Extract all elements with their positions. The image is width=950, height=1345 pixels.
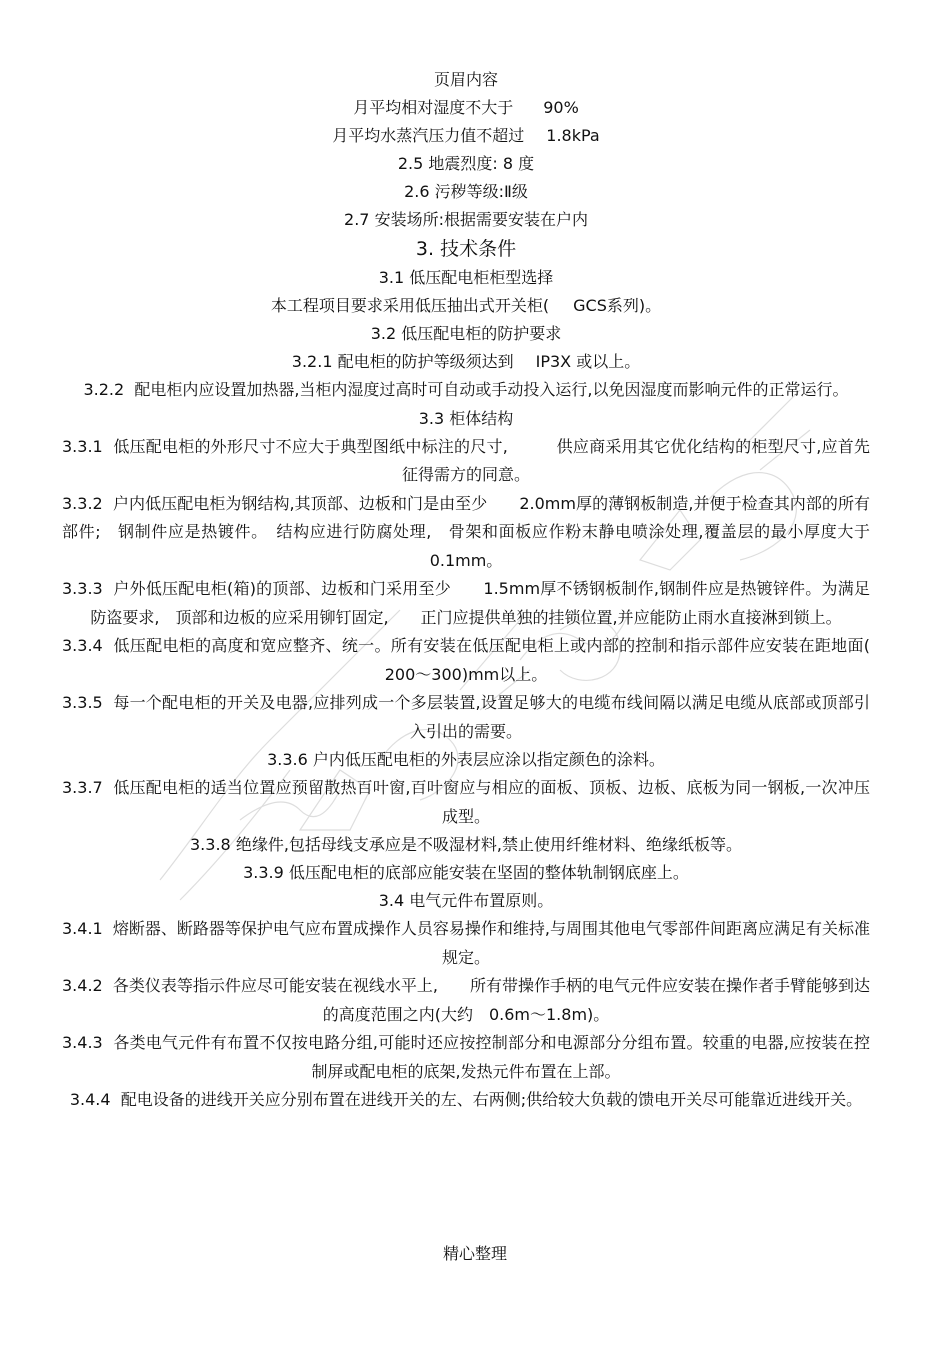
vapor-value: 1.8kPa (546, 126, 600, 145)
clause-text: 配电柜的防护等级须达到 (337, 352, 514, 371)
clause-text: 每一个配电柜的开关及电器,应排列成一个多层装置,设置足够大的电缆布线间隔以满足电缆从底部或顶部引入引出的需要。 (113, 693, 870, 741)
clause-3-3-4 (62, 632, 887, 689)
humidity-line (62, 94, 870, 122)
seismic-line (62, 150, 870, 178)
site-number: 2.7 (344, 210, 370, 229)
clause-number: 3.3.5 (62, 693, 103, 712)
clause-text: 低压配电柜的适当位置应预留散热百叶窗,百叶窗应与相应的面板、顶板、边板、底板为同一钢板,一次冲压成型。 (113, 778, 870, 826)
pollution-label: 污秽等级: (434, 182, 505, 201)
clause-number: 3.4.1 (62, 919, 103, 938)
clause-3-3-5 (62, 689, 870, 746)
clause-text: 熔断器、断路器等保护电气应布置成操作人员容易操作和维持,与周围其他电气零部件间距离应满足有关标准规定。 (112, 919, 871, 967)
clause-3-3-8 (62, 831, 870, 859)
clause-text: 绝缘件,包括母线支承应是不吸湿材料,禁止使用纤维材料、绝缘纸板等。 (235, 835, 742, 854)
section-number: 3.3 (418, 408, 445, 428)
clause-text: 各类电气元件有布置不仅按电路分组,可能时还应按控制部分和电源部分分组布置。较重的电器,应按装在控制屏或配电柜的底架,发热元件布置在上部。 (113, 1033, 870, 1081)
clause-3-4-2 (62, 972, 870, 1029)
site-label: 安装场所: (374, 210, 444, 229)
section-3-4-title (62, 887, 870, 915)
clause-number: 3.2.2 (83, 380, 125, 399)
clause-3-4-4 (62, 1086, 870, 1115)
clause-number: 3.3.8 (190, 835, 231, 854)
humidity-text: 月平均相对湿度不大于 (353, 98, 514, 117)
vapor-text: 月平均水蒸汽压力值不超过 (332, 126, 525, 145)
clause-text: 低压配电柜的底部应能安装在坚固的整体轨制钢底座上。 (288, 863, 689, 882)
clause-3-3-2 (62, 490, 887, 576)
section-title: 电气元件布置原则。 (409, 891, 554, 910)
clause-3-3-7 (62, 774, 870, 831)
site-line (62, 206, 870, 234)
clause-text: 低压配电柜的外形尺寸不应大于典型图纸中标注的尺寸, 供应商采用其它优化结构的柜型尺寸,应首先征得需方的同意。 (113, 436, 870, 484)
clause-number: 3.3.2 (62, 493, 103, 513)
clause-number: 3.3.4 (62, 636, 103, 655)
clause-number: 3.3.6 (267, 750, 308, 769)
clause-text: 户内低压配电柜为钢结构,其顶部、边板和门是由至少 2.0mm厚的薄钢板制造,并便于检查其内部的所有部件; 钢制件应是热镀件。 结构应进行防腐处理, 骨架和面板应作粉末静电喷涂处理,覆盖层的最小厚度大于 0.1mm。 (62, 493, 887, 570)
section-3-1-title (62, 264, 870, 292)
section-3-1-text (62, 292, 870, 320)
page-footer: 精心整理 (442, 1244, 507, 1263)
clause-3-3-3 (62, 575, 870, 632)
cabinet-type-text: 本工程项目要求采用低压抽出式开关柜( (270, 296, 550, 315)
clause-text: 各类仪表等指示件应尽可能安装在视线水平上, 所有带操作手柄的电气元件应安装在操作者手臂能够到达的高度范围之内(大约 0.6m～1.8m)。 (112, 976, 871, 1024)
clause-text: 户内低压配电柜的外表层应涂以指定颜色的涂料。 (312, 750, 665, 769)
section-3-3-title (62, 405, 870, 433)
clause-number: 3.3.1 (62, 436, 103, 456)
clause-text: 配电设备的进线开关应分别布置在进线开关的左、右两侧;供给较大负载的馈电开关尽可能靠近进线开关。 (120, 1090, 863, 1109)
cabinet-model: GCS系列)。 (573, 296, 662, 315)
clause-3-3-9 (62, 859, 870, 887)
clause-number: 3.3.9 (243, 863, 284, 882)
clause-3-2-1 (62, 348, 870, 376)
humidity-value: 90% (543, 98, 579, 117)
section-number: 3.1 (378, 268, 405, 287)
pollution-value: Ⅱ级 (504, 182, 528, 201)
section-title: 柜体结构 (449, 408, 514, 428)
seismic-number: 2.5 (397, 154, 424, 173)
clause-number: 3.4.2 (62, 976, 103, 995)
seismic-value: 8 度 (502, 154, 535, 173)
section-3-title: 3. 技术条件 (415, 238, 517, 260)
vapor-line (62, 122, 870, 150)
section-number: 3.4 (378, 891, 405, 910)
clause-number: 3.2.1 (291, 352, 333, 371)
clause-text: 户外低压配电柜(箱)的顶部、边板和门采用至少 1.5mm厚不锈钢板制作,钢制件应是热镀锌件。为满足防盗要求, 顶部和边板的应采用铆钉固定, 正门应提供单独的挂锁位置,并应能防止雨水直接淋到锁上。 (90, 579, 870, 627)
clause-3-4-3 (62, 1029, 870, 1086)
pollution-line (62, 178, 870, 206)
clause-number: 3.4.4 (69, 1090, 111, 1109)
clause-3-2-2 (62, 376, 870, 405)
clause-3-3-6 (62, 746, 870, 774)
clause-3-3-1 (62, 433, 870, 490)
clause-number: 3.4.3 (62, 1033, 103, 1052)
document-body (62, 66, 887, 1115)
section-3-2-title (62, 320, 870, 348)
clause-number: 3.3.3 (62, 579, 103, 598)
section-title: 低压配电柜的防护要求 (401, 324, 562, 343)
clause-value: IP3X 或以上。 (535, 352, 641, 371)
pollution-number: 2.6 (404, 182, 430, 201)
clause-text: 配电柜内应设置加热器,当柜内湿度过高时可自动或手动投入运行,以免因湿度而影响元件的正常运行。 (134, 380, 849, 399)
site-value: 根据需要安装在户内 (443, 210, 588, 229)
clause-text: 低压配电柜的高度和宽应整齐、统一。所有安装在低压配电柜上或内部的控制和指示部件应安装在距地面( 200～300)mm以上。 (113, 636, 887, 684)
seismic-label: 地震烈度: (428, 154, 498, 173)
clause-3-4-1 (62, 915, 870, 972)
section-title: 低压配电柜柜型选择 (409, 268, 554, 287)
section-number: 3.2 (370, 324, 397, 343)
clause-number: 3.3.7 (62, 778, 103, 797)
page-header: 页眉内容 (433, 70, 498, 89)
